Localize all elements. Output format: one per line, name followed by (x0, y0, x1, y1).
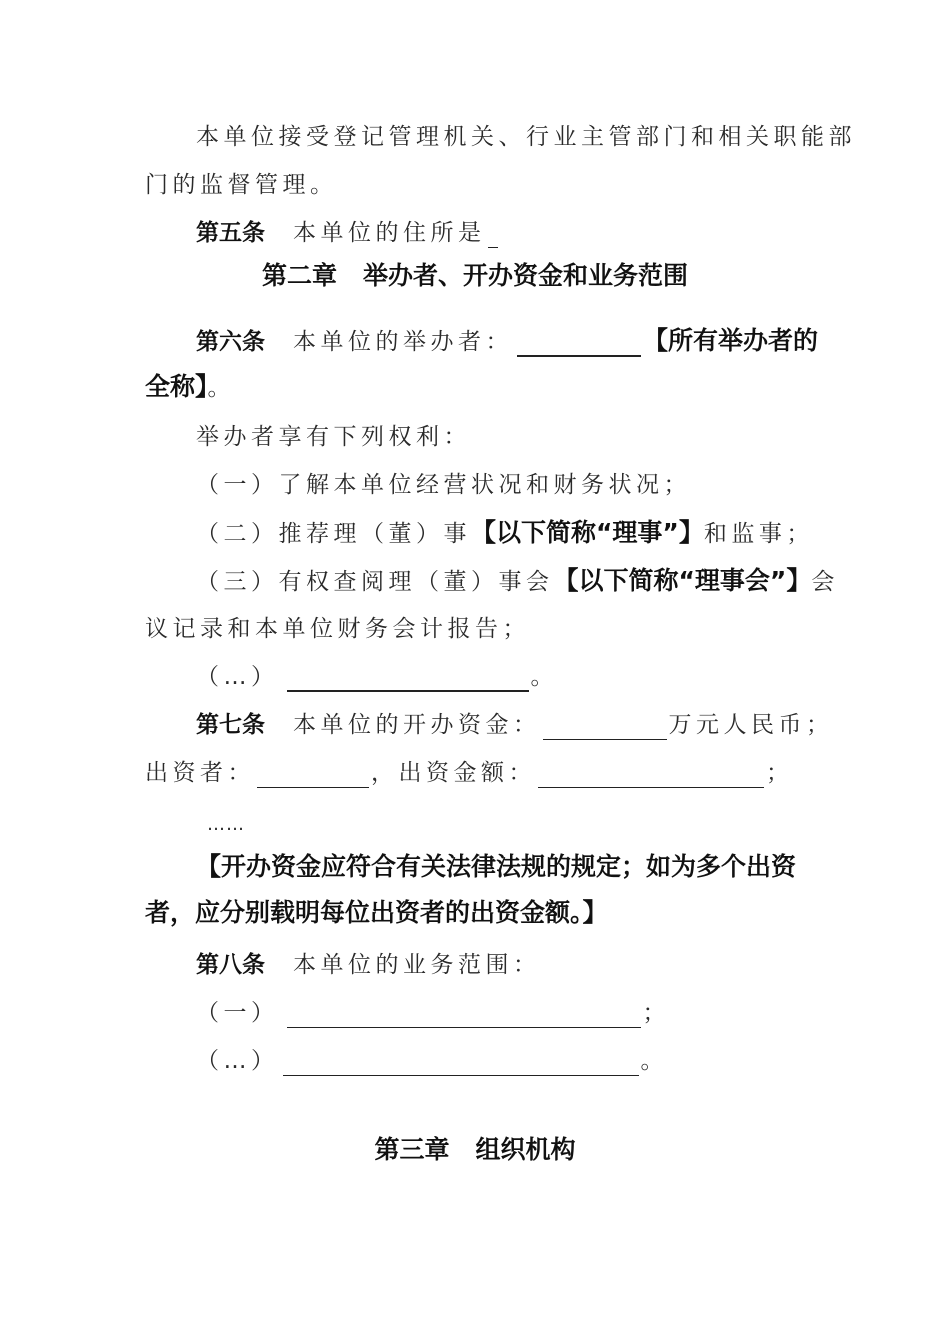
capital-note-line1: 【开办资金应符合有关法律法规的规定；如为多个出资 (196, 852, 797, 881)
right-item-2-end: 和监事； (703, 521, 814, 547)
right-item-more-end: 。 (530, 664, 558, 690)
article-6-note-end: 全称】 (145, 372, 208, 401)
article-6 (196, 326, 819, 357)
article-7-text: 本单位的开办资金： (293, 712, 541, 738)
scope-item-1-label: （一） (196, 1000, 279, 1026)
address-blank[interactable] (488, 223, 498, 248)
rights-intro: 举办者享有下列权利： (196, 424, 471, 450)
investment-amount-blank[interactable] (538, 763, 764, 788)
right-item-3 (196, 566, 839, 597)
article-7-unit: 万元人民币； (668, 712, 834, 738)
investor-name-blank[interactable] (257, 763, 369, 788)
right-item-more-label: （…） (196, 664, 279, 690)
right-item-3-tail: 会 (811, 569, 839, 595)
investment-amount-label: 出资金额： (398, 760, 536, 786)
right-item-3-note: 【以下简称“理事会”】 (553, 566, 812, 595)
article-7-label: 第七条 (196, 712, 265, 738)
article-7-investors (145, 758, 810, 788)
right-item-3-text: （三）有权查阅理（董）事会 (196, 569, 554, 595)
scope-item-more (196, 1046, 816, 1076)
scope-item-1-end: ； (642, 1000, 670, 1026)
chapter-3-heading (0, 1134, 950, 1166)
investor-label: 出资者： (145, 760, 255, 786)
chapter-2-heading (0, 260, 950, 292)
investor-semicolon: ； (766, 760, 794, 786)
paragraph-supervision-line1: 本单位接受登记管理机关、行业主管部门和相关职能部 (196, 124, 856, 150)
article-5-text: 本单位的住所是 (293, 220, 486, 246)
capital-amount-blank[interactable] (543, 715, 667, 740)
article-6-label: 第六条 (196, 329, 265, 355)
scope-item-more-label: （…） (196, 1048, 279, 1074)
right-item-more (196, 662, 816, 692)
right-item-2-text: （二）推荐理（董）事 (196, 521, 471, 547)
sponsor-name-blank[interactable] (517, 331, 641, 357)
article-8-label: 第八条 (196, 952, 265, 978)
scope-item-1 (196, 998, 816, 1028)
article-7 (196, 710, 834, 740)
chapter-2-title: 举办者、开办资金和业务范围 (363, 261, 689, 290)
scope-item-1-blank[interactable] (287, 1003, 641, 1028)
right-item-more-blank[interactable] (287, 666, 529, 692)
article-6-period: 。 (207, 375, 236, 401)
scope-item-more-end: 。 (640, 1048, 668, 1074)
article-6-text: 本单位的举办者： (293, 329, 513, 355)
right-item-1: （一）了解本单位经营状况和财务状况； (196, 472, 691, 498)
article-6-note: 【所有举办者的 (643, 326, 819, 355)
article-7-ellipsis: …… (207, 814, 245, 835)
capital-note-line2: 者，应分别载明每位出资者的出资金额。】 (145, 898, 608, 927)
article-5-label: 第五条 (196, 220, 265, 246)
chapter-2-number: 第二章 (261, 261, 337, 290)
chapter-3-title: 组织机构 (475, 1135, 576, 1164)
scope-item-more-blank[interactable] (283, 1051, 639, 1076)
right-item-2-note: 【以下简称“理事”】 (471, 518, 704, 547)
article-8 (196, 950, 816, 980)
article-6-line2 (145, 372, 810, 403)
right-item-2 (196, 518, 816, 549)
article-5 (196, 218, 816, 248)
article-8-text: 本单位的业务范围： (293, 952, 541, 978)
investor-comma: ， (371, 760, 399, 786)
paragraph-supervision-line2: 门的监督管理。 (145, 172, 338, 198)
right-item-3-line2: 议记录和本单位财务会计报告； (145, 616, 530, 642)
chapter-3-number: 第三章 (374, 1135, 450, 1164)
